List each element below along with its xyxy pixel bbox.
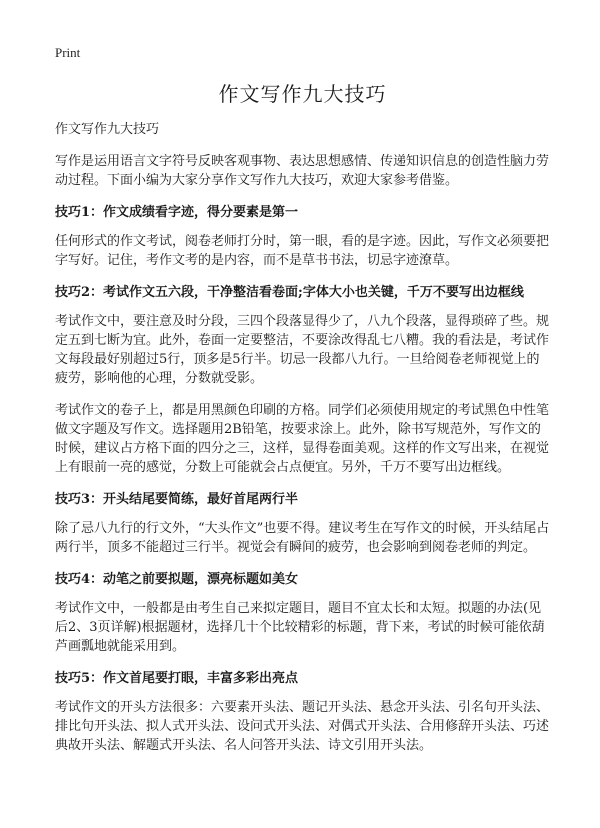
section-2-paragraph-2: 考试作文的卷子上，都是用黑颜色印刷的方格。同学们必须使用规定的考试黑色中性笔做文字题及写作文。选择题用2B铅笔，按要求涂上。此外，除书写规范外，写作文的时候，建议占方格下面的四分之三，这样，显得卷面美观。这样的作文写出来，在视觉上有眼前一亮的感觉，分数上可能就会占点便宜。另外，千万不要写出边框线。	[55, 403, 550, 475]
section-heading-5: 技巧5：作文首尾要打眼，丰富多彩出亮点	[55, 671, 299, 686]
section-heading-3: 技巧3：开头结尾要简练，最好首尾两行半	[55, 492, 299, 507]
document-subtitle: 作文写作九大技巧	[55, 122, 160, 137]
document-title: 作文写作九大技巧	[218, 82, 387, 106]
section-1-paragraph-1: 任何形式的作文考试，阅卷老师打分时，第一眼，看的是字迹。因此，写作文必须要把字写好。记住，考作文考的是内容，而不是草书书法，切忌字迹潦草。	[55, 234, 550, 268]
section-3-paragraph-1: 除了忌八九行的行文外，“大头作文”也要不得。建议考生在写作文的时候，开头结尾占两行半，顶多不能超过三行半。视觉会有瞬间的疲劳，也会影响到阅卷老师的判定。	[55, 521, 550, 555]
section-2-paragraph-1: 考试作文中，要注意及时分段，三四个段落显得少了，八九个段落，显得琐碎了些。规定五到七断为宜。此外，卷面一定要整洁，不要涂改得乱七八糟。我的看法是，考试作文每段最好别超过5行，顶多是5行半。切忌一段都八九行。一旦给阅卷老师视觉上的疲劳，影响他的心理，分数就受影。	[55, 314, 550, 386]
print-link[interactable]: Print	[55, 45, 81, 60]
document-body	[55, 120, 550, 768]
section-5-paragraph-1: 考试作文的开头方法很多：六要素开头法、题记开头法、悬念开头法、引名句开头法、排比句开头法、拟人式开头法、设问式开头法、对偶式开头法、合用修辞开头法、巧述典故开头法、解题式开头法、名人问答开头法、诗文引用开头法。	[55, 700, 550, 753]
intro-paragraph: 写作是运用语言文字符号反映客观事物、表达思想感情、传递知识信息的创造性脑力劳动过程。下面小编为大家分享作文写作九大技巧，欢迎大家参考借鉴。	[55, 154, 550, 188]
section-heading-1: 技巧1：作文成绩看字迹，得分要素是第一	[55, 205, 299, 220]
section-4-paragraph-1: 考试作文中，一般都是由考生自己来拟定题目，题目不宜太长和太短。拟题的办法(见后2、3页详解)根据题材，选择几十个比较精彩的标题，背下来，考试的时候可能依葫芦画瓢地就能采用到。	[55, 601, 545, 654]
section-heading-4: 技巧4：动笔之前要拟题，漂亮标题如美女	[55, 572, 299, 587]
section-heading-2: 技巧2：考试作文五六段，干净整洁看卷面;字体大小也关键，千万不要写出边框线	[55, 285, 524, 300]
